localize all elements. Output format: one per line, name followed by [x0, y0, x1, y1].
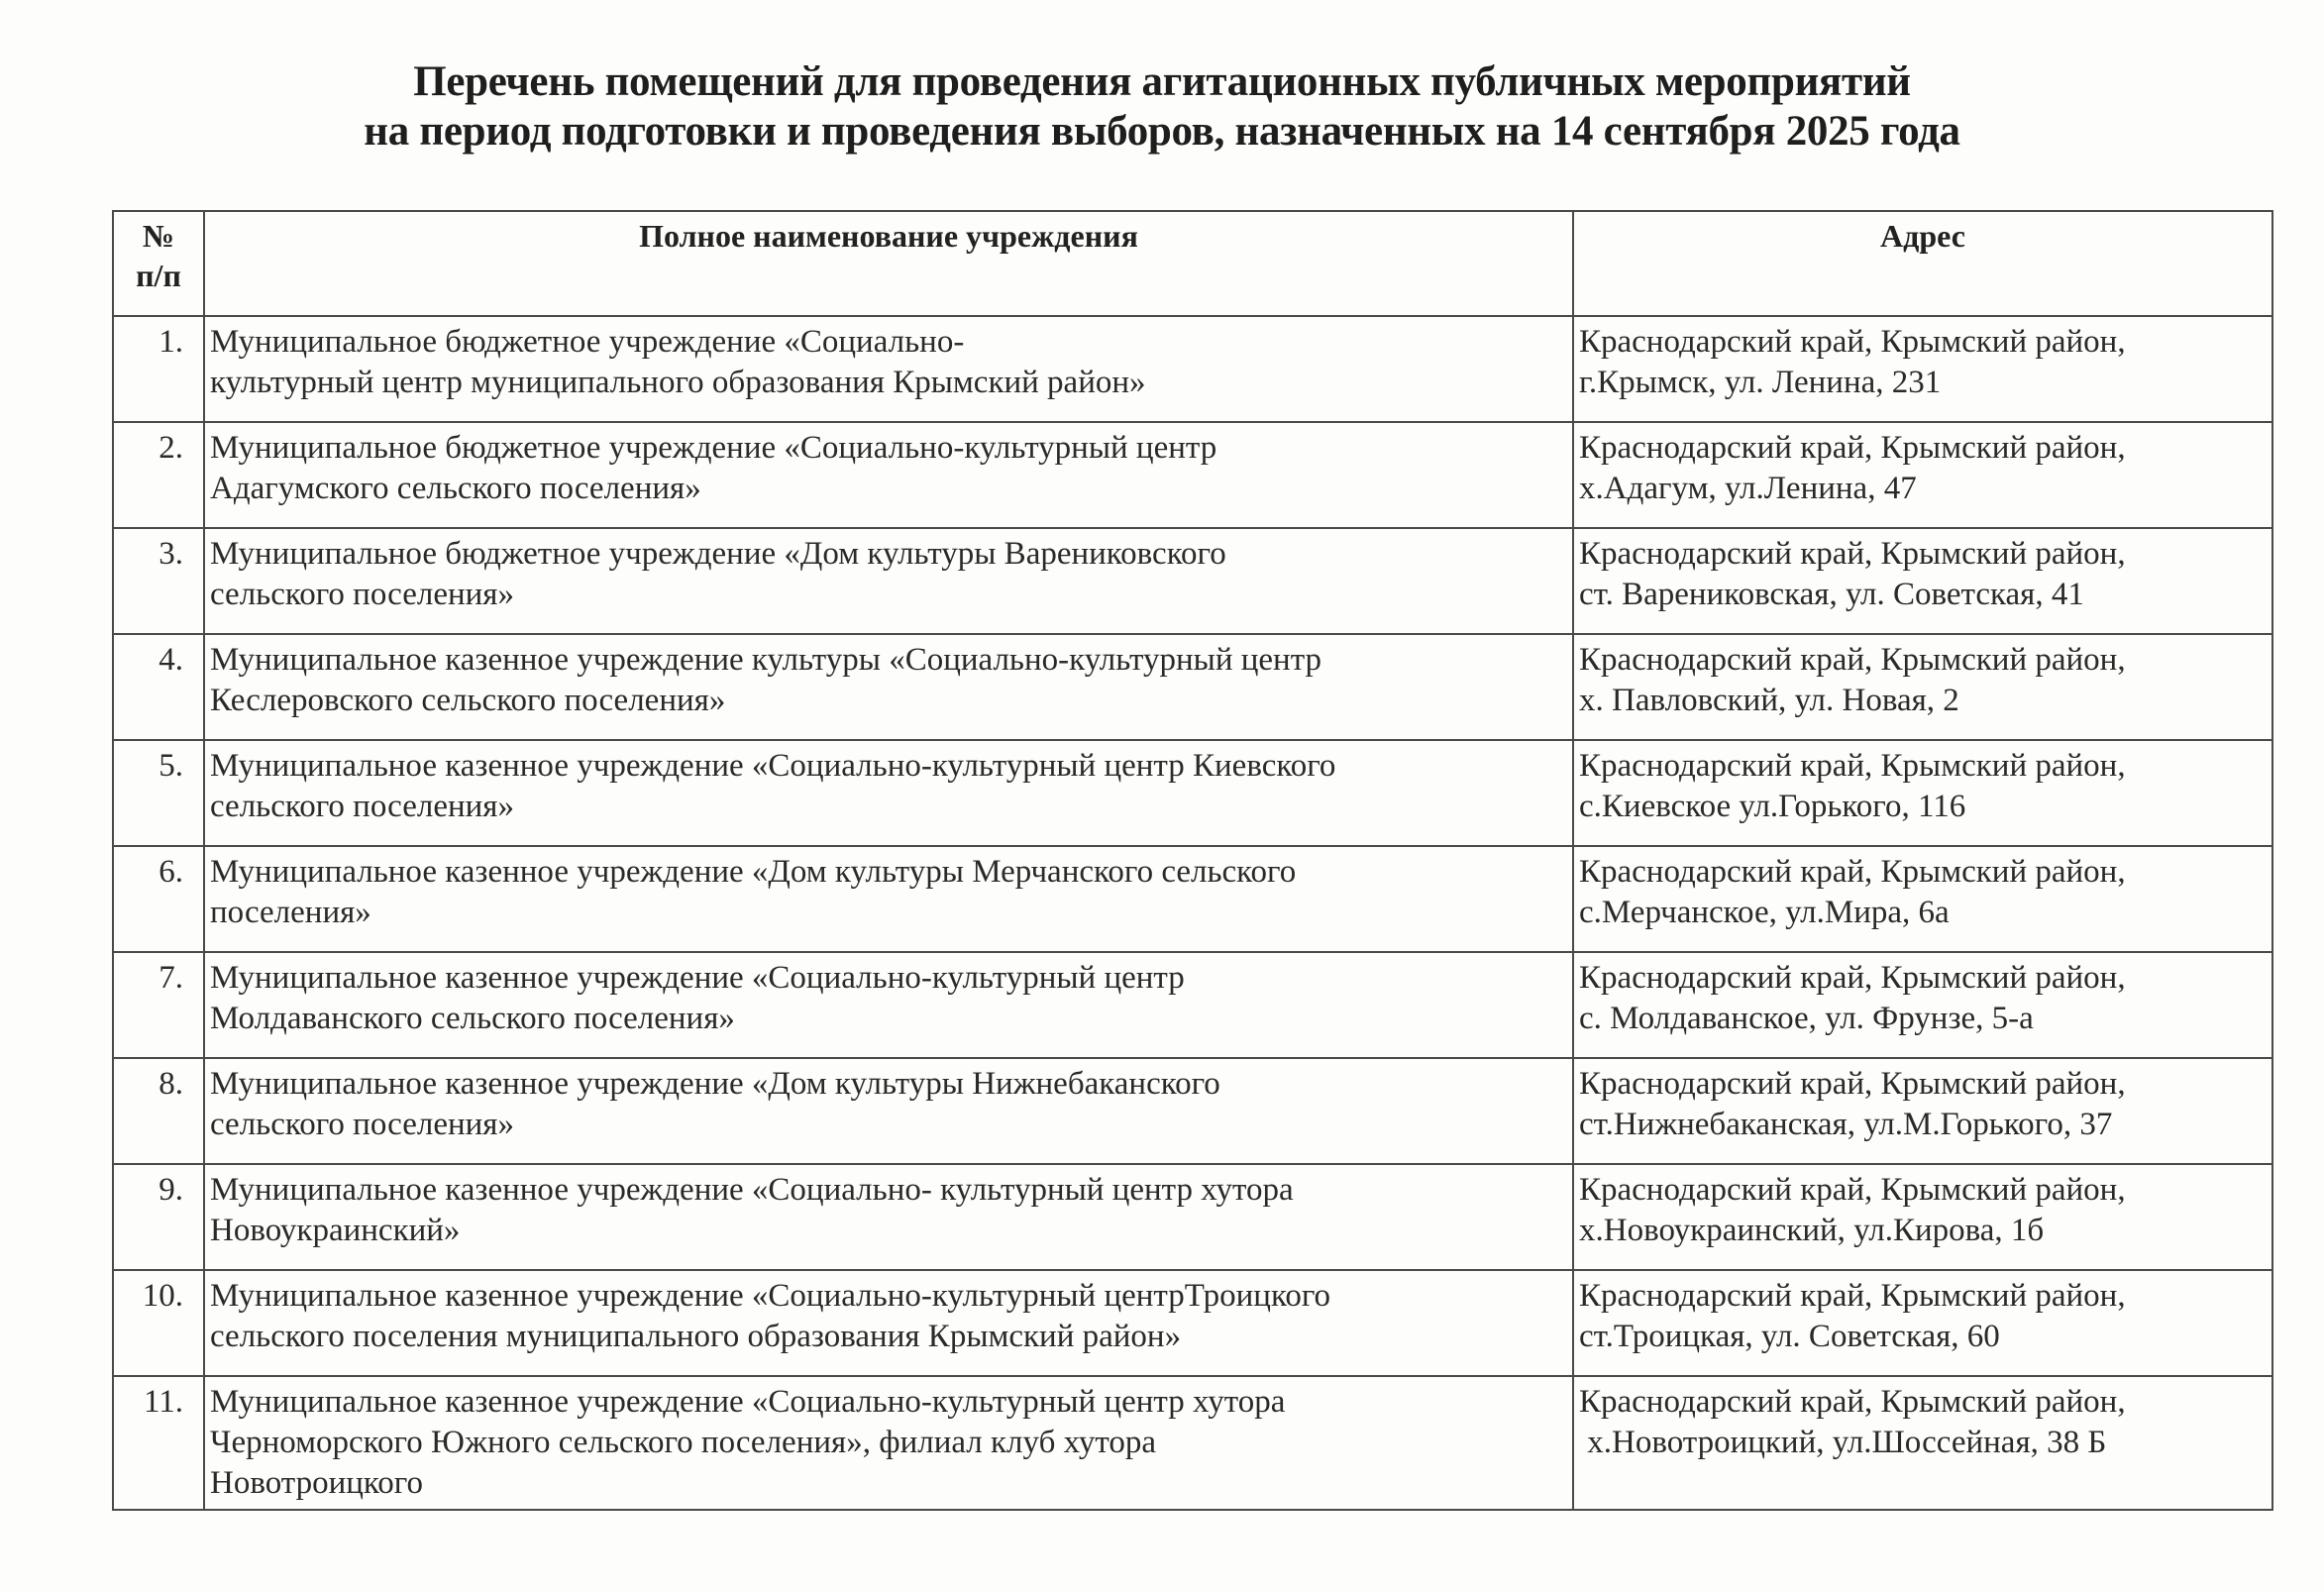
table-row	[113, 528, 2272, 634]
institution-name-line: Муниципальное казенное учреждение «Социально-культурный центр хутора	[210, 1384, 1286, 1420]
address-line: с.Мерчанское, ул.Мира, 6а	[1579, 895, 1950, 930]
row-number: 9.	[113, 1164, 204, 1270]
header-address: Адрес	[1573, 211, 2272, 316]
institution-name	[204, 1376, 1573, 1510]
address-line: ст. Варениковская, ул. Советская, 41	[1579, 577, 2084, 612]
institution-name-line: Муниципальное казенное учреждение «Социально- культурный центр хутора	[210, 1172, 1294, 1208]
institution-name-line: Муниципальное казенное учреждение «Дом культуры Мерчанского сельского	[210, 854, 1297, 890]
address-line: Краснодарский край, Крымский район,	[1579, 536, 2126, 572]
institution-address	[1573, 422, 2272, 528]
address-line: Краснодарский край, Крымский район,	[1579, 748, 2126, 784]
institution-name-line: Новотроицкого	[210, 1465, 423, 1501]
institution-name-line: Кеслеровского сельского поселения»	[210, 683, 726, 718]
row-number: 8.	[113, 1058, 204, 1164]
address-line: Краснодарский край, Крымский район,	[1579, 1172, 2126, 1208]
institution-address	[1573, 846, 2272, 952]
institution-name-line: Муниципальное бюджетное учреждение «Дом культуры Варениковского	[210, 536, 1226, 572]
institution-name	[204, 846, 1573, 952]
table-row	[113, 422, 2272, 528]
institution-name	[204, 1164, 1573, 1270]
institution-name-line: сельского поселения»	[210, 577, 514, 612]
row-number: 1.	[113, 316, 204, 422]
institution-name-line: Муниципальное казенное учреждение «Социально-культурный центр Киевского	[210, 748, 1336, 784]
address-line: Краснодарский край, Крымский район,	[1579, 854, 2126, 890]
title-line: на период подготовки и проведения выборов, назначенных на 14 сентября 2025 года	[364, 108, 1960, 155]
table-row	[113, 952, 2272, 1058]
table-row	[113, 846, 2272, 952]
row-number: 5.	[113, 740, 204, 846]
institution-address	[1573, 1270, 2272, 1376]
table-row	[113, 1058, 2272, 1164]
row-number: 2.	[113, 422, 204, 528]
address-line: х.Новотроицкий, ул.Шоссейная, 38 Б	[1579, 1425, 2107, 1460]
address-line: ст.Нижнебаканская, ул.М.Горького, 37	[1579, 1107, 2113, 1142]
institution-name-line: Муниципальное казенное учреждение культуры «Социально-культурный центр	[210, 642, 1322, 678]
table-row	[113, 316, 2272, 422]
institution-name	[204, 316, 1573, 422]
institution-name-line: Новоукраинский»	[210, 1213, 461, 1248]
institution-address	[1573, 1058, 2272, 1164]
institution-name-line: сельского поселения муниципального образования Крымский район»	[210, 1319, 1182, 1354]
institution-name	[204, 634, 1573, 740]
institution-name-line: Адагумского сельского поселения»	[210, 471, 701, 506]
institution-name	[204, 740, 1573, 846]
table-row	[113, 740, 2272, 846]
institution-address	[1573, 1164, 2272, 1270]
table-row	[113, 1270, 2272, 1376]
address-line: х.Адагум, ул.Ленина, 47	[1579, 471, 1917, 506]
address-line: Краснодарский край, Крымский район,	[1579, 1278, 2126, 1314]
address-line: Краснодарский край, Крымский район,	[1579, 960, 2126, 996]
address-line: Краснодарский край, Крымский район,	[1579, 1066, 2126, 1102]
institution-address	[1573, 634, 2272, 740]
header-number-sign: №	[142, 218, 175, 254]
institution-name-line: культурный центр муниципального образования Крымский район»	[210, 365, 1146, 400]
institution-name-line: Муниципальное казенное учреждение «Социально-культурный центрТроицкого	[210, 1278, 1331, 1314]
institution-address	[1573, 316, 2272, 422]
institution-address	[1573, 952, 2272, 1058]
institution-name-line: сельского поселения»	[210, 789, 514, 824]
address-line: Краснодарский край, Крымский район,	[1579, 324, 2126, 360]
institution-name-line: Муниципальное бюджетное учреждение «Социально-	[210, 324, 965, 360]
address-line: Краснодарский край, Крымский район,	[1579, 1384, 2126, 1420]
row-number: 6.	[113, 846, 204, 952]
row-number: 7.	[113, 952, 204, 1058]
row-number: 4.	[113, 634, 204, 740]
institution-address	[1573, 1376, 2272, 1510]
address-line: Краснодарский край, Крымский район,	[1579, 430, 2126, 466]
address-line: Краснодарский край, Крымский район,	[1579, 642, 2126, 678]
row-number: 10.	[113, 1270, 204, 1376]
institution-name	[204, 528, 1573, 634]
institution-address	[1573, 740, 2272, 846]
address-line: х. Павловский, ул. Новая, 2	[1579, 683, 1959, 718]
address-line: с. Молдаванское, ул. Фрунзе, 5-а	[1579, 1001, 2034, 1036]
institution-name-line: поселения»	[210, 895, 371, 930]
institution-name-line: Муниципальное казенное учреждение «Социально-культурный центр	[210, 960, 1185, 996]
row-number: 11.	[113, 1376, 204, 1510]
address-line: с.Киевское ул.Горького, 116	[1579, 789, 1966, 824]
document-title	[0, 57, 2324, 157]
institution-name-line: Муниципальное казенное учреждение «Дом культуры Нижнебаканского	[210, 1066, 1220, 1102]
institution-name	[204, 1058, 1573, 1164]
address-line: х.Новоукраинский, ул.Кирова, 1б	[1579, 1213, 2045, 1248]
table-row	[113, 634, 2272, 740]
institution-name	[204, 1270, 1573, 1376]
institution-name-line: Муниципальное бюджетное учреждение «Социально-культурный центр	[210, 430, 1217, 466]
title-line: Перечень помещений для проведения агитационных публичных мероприятий	[413, 58, 1911, 105]
row-number: 3.	[113, 528, 204, 634]
table-header-row	[113, 211, 2272, 316]
header-number	[113, 211, 204, 316]
header-number-pp: п/п	[136, 258, 181, 293]
institution-name-line: Черноморского Южного сельского поселения», филиал клуб хутора	[210, 1425, 1157, 1460]
header-name: Полное наименование учреждения	[204, 211, 1573, 316]
address-line: г.Крымск, ул. Ленина, 231	[1579, 365, 1942, 400]
address-line: ст.Троицкая, ул. Советская, 60	[1579, 1319, 2000, 1354]
institution-name-line: сельского поселения»	[210, 1107, 514, 1142]
institution-address	[1573, 528, 2272, 634]
table-row	[113, 1376, 2272, 1510]
institution-name	[204, 952, 1573, 1058]
institution-name	[204, 422, 1573, 528]
premises-table	[112, 210, 2273, 1511]
table-row	[113, 1164, 2272, 1270]
institution-name-line: Молдаванского сельского поселения»	[210, 1001, 735, 1036]
